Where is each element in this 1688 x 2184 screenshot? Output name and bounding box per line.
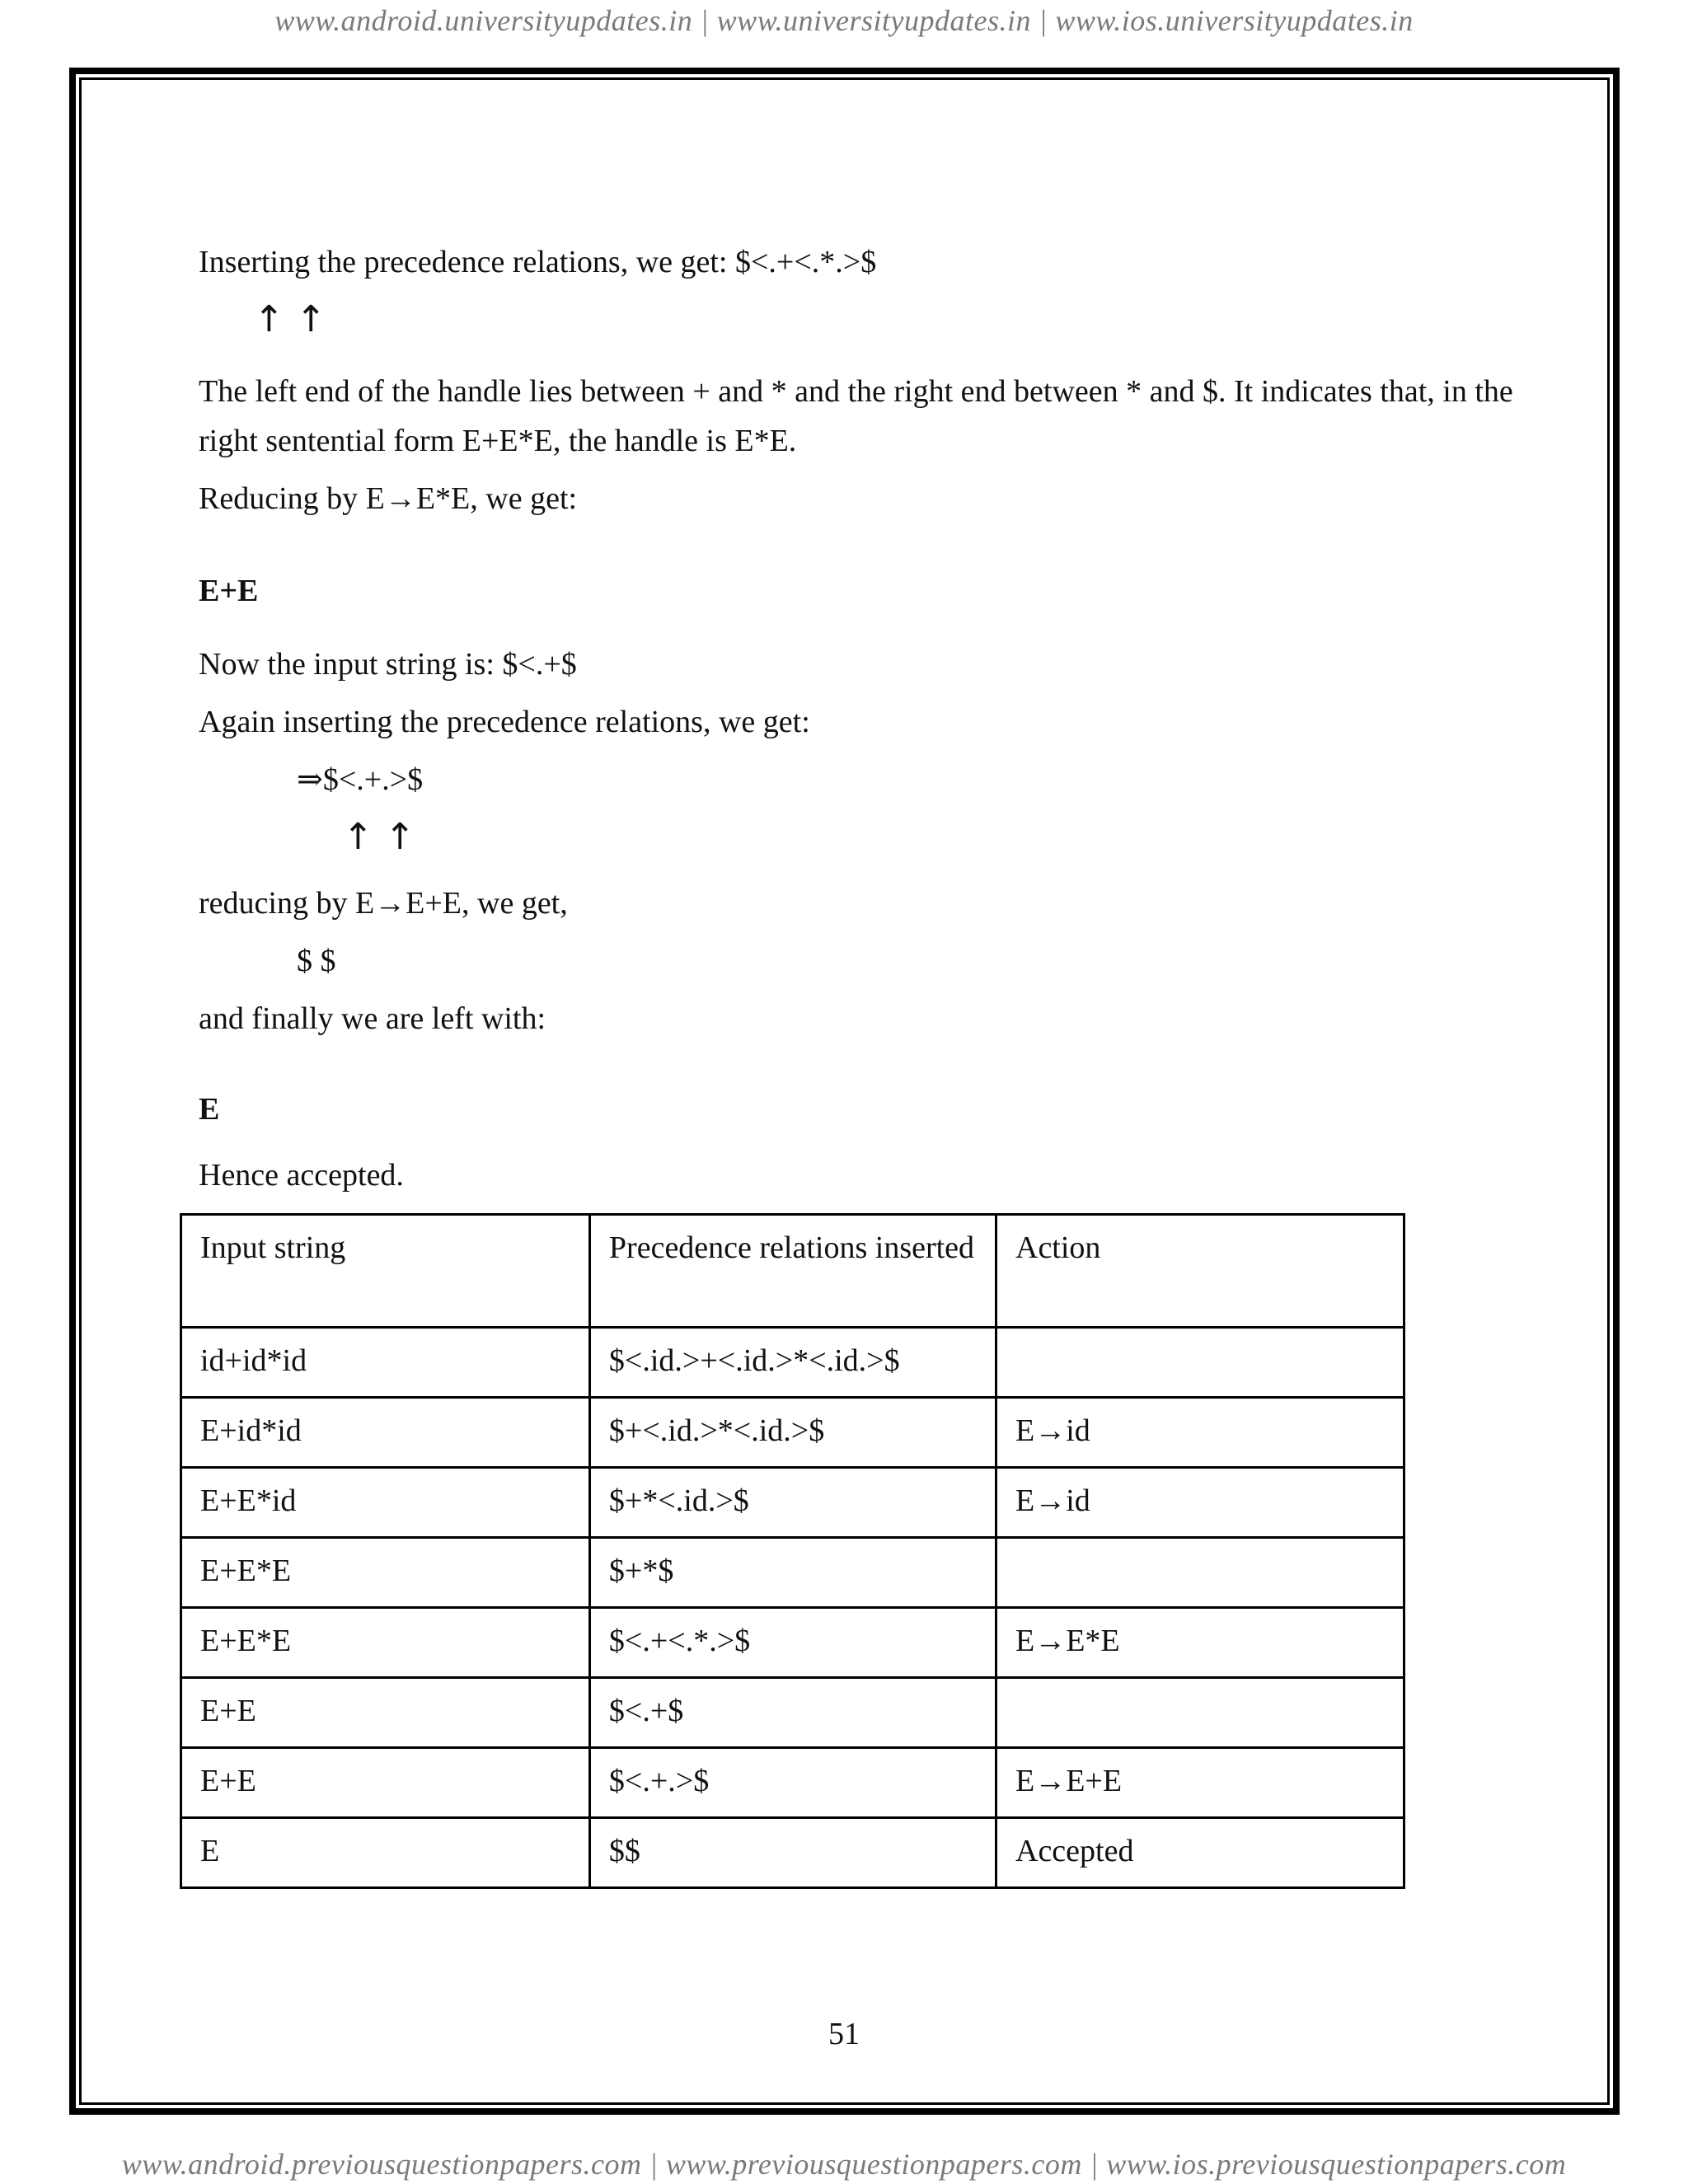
table-row <box>181 1398 1404 1468</box>
table-cell-relations: $$ <box>589 1818 996 1888</box>
page-number: 51 <box>828 2017 860 2051</box>
table-cell-action <box>996 1678 1404 1748</box>
table-cell-input: E+id*id <box>181 1398 590 1468</box>
table-cell-relations: $<.+$ <box>589 1678 996 1748</box>
table-cell-input: E+E*E <box>181 1608 590 1678</box>
text-implies-relations: ⇒$<.+.>$ <box>297 762 424 797</box>
table-row <box>181 1608 1404 1678</box>
table-header-action: Action <box>996 1215 1404 1328</box>
table-cell-relations: $+*$ <box>589 1538 996 1608</box>
text-input-now: Now the input string is: $<.+$ <box>199 647 577 682</box>
text-again-inserting: Again inserting the precedence relations, we get: <box>199 705 810 739</box>
text-hence-accepted: Hence accepted. <box>199 1158 404 1193</box>
footer-url: www.android.previousquestionpapers.com | www.previousquestionpapers.com | www.ios.previousquestionpapers.com <box>121 2148 1567 2181</box>
table-cell-action: E→E*E <box>996 1608 1404 1678</box>
table-cell-action: E→E+E <box>996 1748 1404 1818</box>
text-dollars: $ $ <box>297 944 336 978</box>
table-cell-relations: $+*<.id.>$ <box>589 1468 996 1538</box>
table-cell-relations: $+<.id.>*<.id.>$ <box>589 1398 996 1468</box>
table-cell-input: id+id*id <box>181 1328 590 1398</box>
table-row <box>181 1328 1404 1398</box>
table-cell-action: E→id <box>996 1398 1404 1468</box>
table-cell-relations: $<.+<.*.>$ <box>589 1608 996 1678</box>
table-row <box>181 1818 1404 1888</box>
text-reducing-1: Reducing by E→E*E, we get: <box>199 481 578 516</box>
table-cell-input: E+E*E <box>181 1538 590 1608</box>
header-url: www.android.universityupdates.in | www.universityupdates.in | www.ios.universityupdates.in <box>274 4 1414 37</box>
table-row <box>181 1538 1404 1608</box>
text-reducing-2: reducing by E→E+E, we get, <box>199 886 568 921</box>
table-row <box>181 1468 1404 1538</box>
table-cell-input: E+E <box>181 1748 590 1818</box>
table-cell-action <box>996 1538 1404 1608</box>
table-cell-input: E+E*id <box>181 1468 590 1538</box>
table-cell-input: E <box>181 1818 590 1888</box>
paragraph-handle-explanation: The left end of the handle lies between + and * and the right end between * and $. It indicates that, in the right sentential form E+E*E, the handle is E*E. <box>199 374 1513 458</box>
table-header-relations: Precedence relations inserted <box>589 1215 996 1328</box>
table-cell-input: E+E <box>181 1678 590 1748</box>
table-row <box>181 1748 1404 1818</box>
bold-result-1: E+E <box>199 574 259 608</box>
table-header-input: Input string <box>181 1215 590 1328</box>
table-cell-action: Accepted <box>996 1818 1404 1888</box>
table-cell-relations: $<.+.>$ <box>589 1748 996 1818</box>
text-inserting-relations: Inserting the precedence relations, we get: $<.+<.*.>$ <box>199 245 877 279</box>
table-cell-action <box>996 1328 1404 1398</box>
table-cell-relations: $<.id.>+<.id.>*<.id.>$ <box>589 1328 996 1398</box>
handle-arrows-1: ↑ ↑ <box>254 298 326 340</box>
table-header-row <box>181 1215 1404 1328</box>
bold-result-2: E <box>199 1092 220 1127</box>
table-row <box>181 1678 1404 1748</box>
handle-arrows-2: ↑ ↑ <box>343 816 415 858</box>
precedence-table <box>180 1213 1405 1889</box>
table-cell-action: E→id <box>996 1468 1404 1538</box>
text-finally: and finally we are left with: <box>199 1001 546 1036</box>
